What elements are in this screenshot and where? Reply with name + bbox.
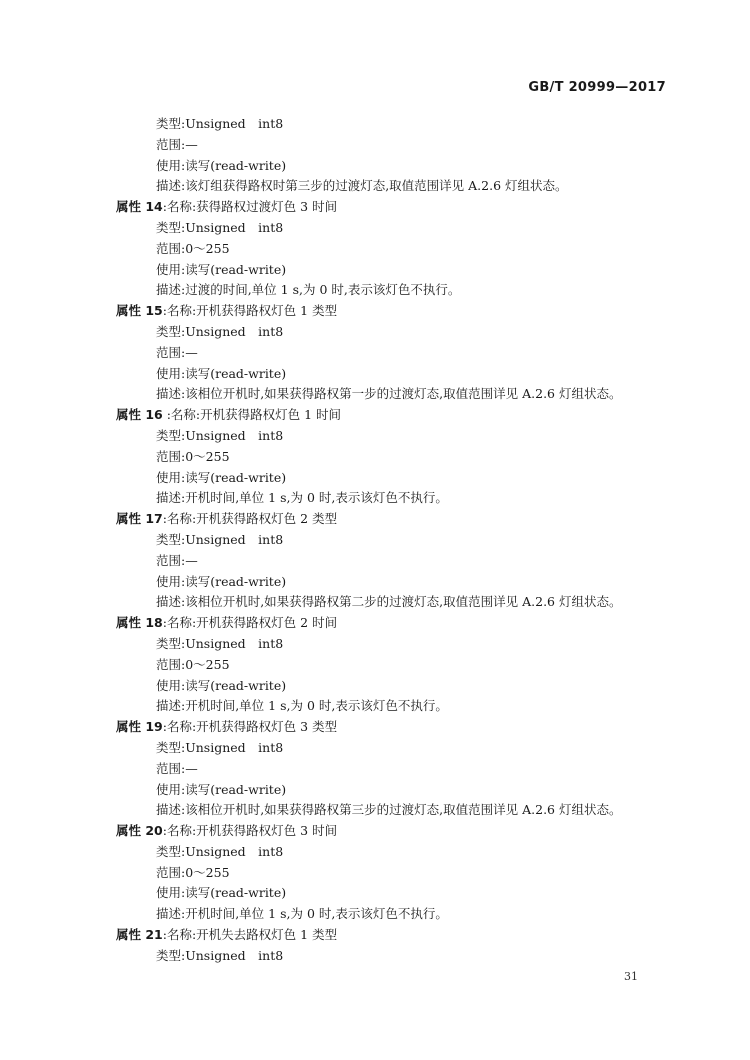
attribute-field-line: 类型:Unsigned int8 — [156, 635, 284, 651]
attribute-field-line: 使用:读写(read-write) — [156, 677, 287, 693]
attribute-name-text: :名称:开机获得路权灯色 1 时间 — [162, 407, 342, 423]
attribute-heading — [0, 197, 750, 218]
attribute-field-line: 类型:Unsigned int8 — [156, 219, 284, 235]
attribute-field-line: 类型:Unsigned int8 — [156, 739, 284, 755]
attribute-name-text: :名称:开机获得路权灯色 2 时间 — [162, 615, 338, 631]
attribute-field-line: 范围:0～255 — [156, 656, 230, 672]
attribute-heading — [0, 509, 750, 530]
attribute-field-line: 描述:过渡的时间,单位 1 s,为 0 时,表示该灯色不执行。 — [156, 282, 461, 298]
attribute-number: 属性 16 — [116, 407, 163, 423]
attribute-heading — [0, 925, 750, 946]
attribute-field-line: 范围:0～255 — [156, 864, 230, 880]
attribute-field-line: 使用:读写(read-write) — [156, 469, 287, 485]
attribute-number: 属性 15 — [116, 303, 163, 319]
standard-number: GB/T 20999—2017 — [528, 80, 666, 95]
attribute-heading — [0, 821, 750, 842]
attribute-field-line: 类型:Unsigned int8 — [156, 427, 284, 443]
attribute-field-line: 范围:— — [156, 552, 198, 568]
page-number: 31 — [624, 970, 638, 983]
attribute-field-line: 范围:— — [156, 760, 198, 776]
attribute-field-line: 使用:读写(read-write) — [156, 261, 287, 277]
attribute-number: 属性 17 — [116, 511, 163, 527]
attribute-heading — [0, 613, 750, 634]
attribute-field-line: 类型:Unsigned int8 — [156, 843, 284, 859]
attribute-field-line: 范围:— — [156, 136, 198, 152]
attribute-field-line: 类型:Unsigned int8 — [156, 116, 284, 131]
attribute-name-text: :名称:开机失去路权灯色 1 类型 — [162, 927, 338, 943]
attribute-field-line: 范围:0～255 — [156, 240, 230, 256]
attribute-field-line: 描述:开机时间,单位 1 s,为 0 时,表示该灯色不执行。 — [156, 698, 448, 714]
attribute-number: 属性 19 — [116, 719, 163, 735]
attribute-number: 属性 18 — [116, 615, 163, 631]
attribute-field-line: 描述:该相位开机时,如果获得路权第二步的过渡灯态,取值范围详见 A.2.6 灯组状态。 — [156, 594, 622, 610]
attribute-name-text: :名称:开机获得路权灯色 3 时间 — [162, 823, 338, 839]
attribute-name-text: :名称:开机获得路权灯色 2 类型 — [162, 511, 338, 527]
attribute-field-line: 描述:该相位开机时,如果获得路权第一步的过渡灯态,取值范围详见 A.2.6 灯组状态。 — [156, 386, 622, 402]
attribute-field-line: 类型:Unsigned int8 — [156, 947, 284, 963]
attribute-field-line: 描述:该相位开机时,如果获得路权第三步的过渡灯态,取值范围详见 A.2.6 灯组状态。 — [156, 802, 622, 818]
attribute-field-line: 范围:0～255 — [156, 448, 230, 464]
attribute-heading — [0, 717, 750, 738]
attribute-name-text: :名称:开机获得路权灯色 1 类型 — [162, 303, 338, 319]
document-body — [0, 114, 750, 967]
attribute-name-text: :名称:开机获得路权灯色 3 类型 — [162, 719, 338, 735]
attribute-field-line: 使用:读写(read-write) — [156, 885, 287, 901]
attribute-heading — [0, 405, 750, 426]
attribute-heading — [0, 301, 750, 322]
attribute-name-text: :名称:获得路权过渡灯色 3 时间 — [162, 199, 338, 215]
attribute-field-line: 范围:— — [156, 344, 198, 360]
attribute-field-line: 使用:读写(read-write) — [156, 781, 287, 797]
attribute-number: 属性 21 — [116, 927, 163, 943]
attribute-number: 属性 14 — [116, 199, 163, 215]
attribute-field-line: 描述:该灯组获得路权时第三步的过渡灯态,取值范围详见 A.2.6 灯组状态。 — [156, 178, 568, 194]
attribute-field-line: 使用:读写(read-write) — [156, 157, 287, 173]
attribute-field-line: 类型:Unsigned int8 — [156, 531, 284, 547]
attribute-number: 属性 20 — [116, 823, 163, 839]
attribute-field-line: 使用:读写(read-write) — [156, 365, 287, 381]
attribute-field-line: 描述:开机时间,单位 1 s,为 0 时,表示该灯色不执行。 — [156, 490, 448, 506]
attribute-field-line: 类型:Unsigned int8 — [156, 323, 284, 339]
attribute-field-line: 描述:开机时间,单位 1 s,为 0 时,表示该灯色不执行。 — [156, 906, 448, 922]
attribute-field-line: 使用:读写(read-write) — [156, 573, 287, 589]
